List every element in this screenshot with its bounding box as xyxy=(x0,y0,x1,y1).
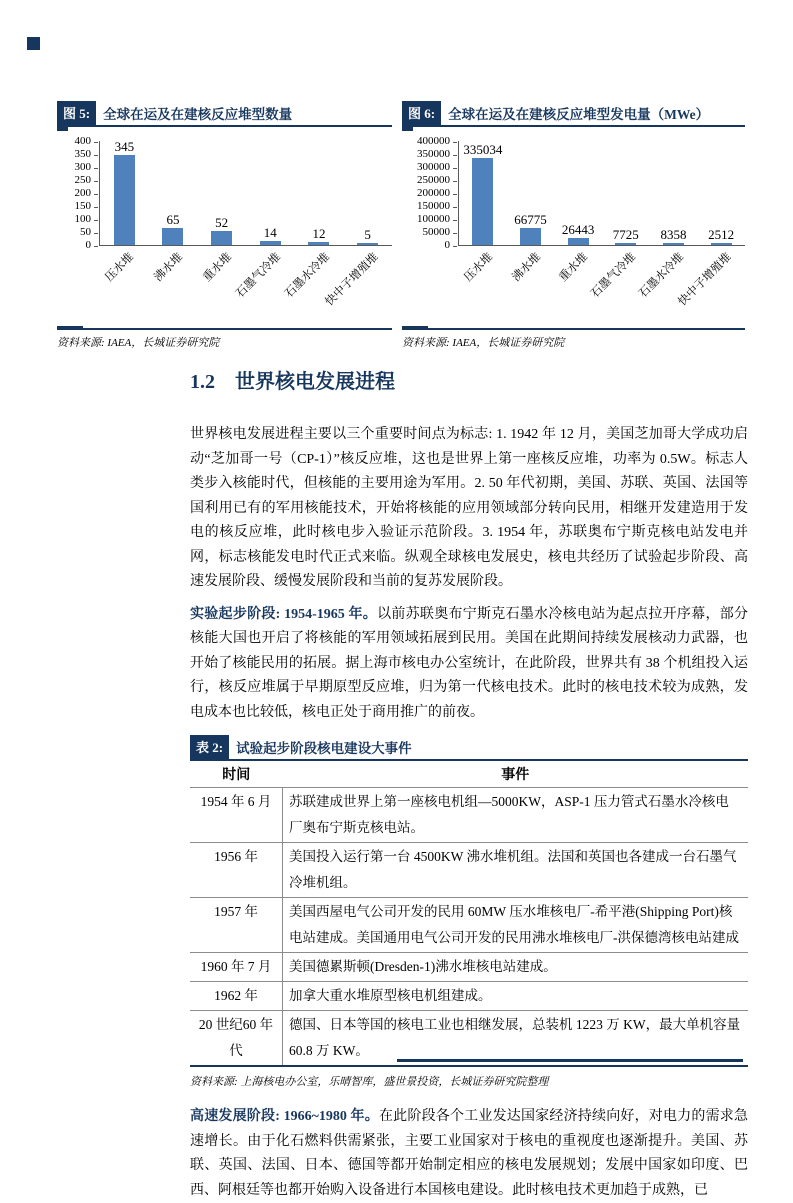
figure-5-title: 全球在运及在建核反应堆型数量 xyxy=(103,107,293,122)
section-title: 世界核电发展进程 xyxy=(235,371,395,393)
x-category-label: 重水堆 xyxy=(201,251,235,285)
bar xyxy=(162,228,183,245)
event-cell: 德国、日本等国的核电工业也相继发展，总装机 1223 万 KW，最大单机容量 60.8 万 KW。 xyxy=(289,1017,741,1058)
figure-5-header xyxy=(57,101,392,127)
y-axis-spacer xyxy=(57,246,99,326)
bar xyxy=(357,243,378,245)
bar-chart-reactor-count xyxy=(57,135,392,326)
time-cell: 1957 年 xyxy=(190,898,283,953)
y-tick-label: 200 xyxy=(74,187,91,199)
figure-6-source: 资料来源: IAEA，长城证券研究院 xyxy=(402,328,745,350)
column-header-event: 事件 xyxy=(283,761,749,788)
table-header-row xyxy=(190,761,748,788)
bar-group xyxy=(698,227,744,245)
bar-value-label: 8358 xyxy=(660,226,687,242)
table-2-source: 资料来源: 上海核电办公室，乐晴智库，盛世景投资，长城证券研究院整理 xyxy=(190,1076,549,1088)
x-category-label: 快中子增殖堆 xyxy=(676,251,735,309)
y-tick-label: 400000 xyxy=(417,135,450,147)
y-tick-label: 300 xyxy=(74,161,91,173)
bar xyxy=(663,243,684,245)
bar-value-label: 335034 xyxy=(463,141,503,157)
page-corner-mark xyxy=(27,37,40,50)
y-tick-label: 0 xyxy=(444,239,450,251)
table-row xyxy=(190,953,748,982)
paragraph-body: 在此阶段各个工业发达国家经济持续向好，对电力的需求急速增长。由于化石燃料供需紧张，主要工业国家对于核电的重视度也逐渐提升。美国、苏联、英国、法国、日本、德国等都开始制定相应的核电发展规划；发展中国家如印度、巴西、阿根廷等也都开始购入设备进行本国核电建设。此时核电技术更加趋于成熟，已 xyxy=(190,1109,749,1198)
bar-group xyxy=(651,227,697,245)
y-tick-label: 350 xyxy=(74,148,91,160)
x-axis-labels xyxy=(458,246,745,326)
table-row xyxy=(190,843,748,898)
x-category-label: 重水堆 xyxy=(557,251,591,285)
bar-value-label: 66775 xyxy=(514,211,547,227)
bar-group xyxy=(247,225,294,245)
column-header-time: 时间 xyxy=(190,761,283,788)
x-category-label: 压水堆 xyxy=(103,251,137,285)
event-cell: 美国德累斯顿(Dresden-1)沸水堆核电站建成。 xyxy=(283,953,749,982)
table-row xyxy=(190,898,748,953)
table-2-title: 试验起步阶段核电建设大事件 xyxy=(236,741,412,756)
table-row xyxy=(190,1011,748,1067)
bar-chart-reactor-capacity xyxy=(402,135,745,326)
bar xyxy=(520,228,541,245)
bar-value-label: 5 xyxy=(364,227,371,242)
y-tick-label: 150000 xyxy=(417,200,450,212)
time-cell: 1962 年 xyxy=(190,982,283,1011)
bar-value-label: 345 xyxy=(114,139,135,155)
figure-6-header xyxy=(402,101,745,127)
time-cell: 1960 年 7 月 xyxy=(190,953,283,982)
time-cell: 1956 年 xyxy=(190,843,283,898)
time-cell: 20 世纪60 年代 xyxy=(190,1011,283,1067)
y-axis xyxy=(402,135,458,251)
bar xyxy=(260,241,281,245)
bar-value-label: 65 xyxy=(166,212,180,228)
y-tick-label: 250 xyxy=(74,174,91,186)
bar xyxy=(472,158,493,245)
figure-6-title: 全球在运及在建核反应堆型发电量（MWe） xyxy=(448,107,710,122)
bar-value-label: 7725 xyxy=(612,227,639,242)
y-tick-label: 300000 xyxy=(417,161,450,173)
y-tick-label: 400 xyxy=(74,135,91,147)
y-tick-label: 0 xyxy=(85,239,91,251)
table-2-tag: 表 2: xyxy=(190,735,229,759)
paragraph-body: 以前苏联奥布宁斯克石墨水冷核电站为起点拉开序幕，部分核能大国也开启了将核能的军用领域拓展到民用。美国在此期间持续发展核动力武器，也开始了核能民用的拓展。据上海市核电办公室统计，在此阶段，世界共有 38 个机组投入运行，核反应堆属于早期原型反应堆，归为第一代核电技术。此时的核电技术较为成熟，发电成本也比较低，核电正处于商用推广的前夜。 xyxy=(190,606,749,720)
x-category-label: 石墨气冷堆 xyxy=(589,251,639,301)
paragraph-intro: 世界核电发展进程主要以三个重要时间点为标志: 1. 1942 年 12 月，美国芝加哥大学成功启动“芝加哥一号（CP-1）”核反应堆，这也是世界上第一座核反应堆，功率为 0.5W。标志人类步入核能时代，但核能的主要用途为军用。2. 50 年代初期，美国、苏联、英国、法国等国利用已有的军用核能技术，开始将核能的应用领域部分转向民用，相继开发建造用于发电的核反应堆，此时核电步入验证示范阶段。3. 1954 年，苏联奥布宁斯克核电站发电并网，标志核能发电时代正式来临。纵观全球核电发展史，核电共经历了试验起步阶段、高速发展阶段、缓慢发展阶段和当前的复苏发展阶段。 xyxy=(190,427,748,589)
table-row xyxy=(190,982,748,1011)
bar xyxy=(711,243,732,245)
y-tick-label: 350000 xyxy=(417,148,450,160)
x-category-label: 石墨气冷堆 xyxy=(233,251,283,301)
bar-value-label: 52 xyxy=(215,215,229,231)
time-cell: 1954 年 6 月 xyxy=(190,788,283,843)
bar-value-label: 26443 xyxy=(561,222,595,238)
chart-bars xyxy=(99,141,392,246)
x-axis-labels xyxy=(99,246,392,326)
y-tick-label: 50000 xyxy=(422,226,450,238)
main-text-column xyxy=(190,368,748,1203)
bar-group xyxy=(101,139,148,245)
section-number: 1.2 xyxy=(190,371,215,393)
x-category-label: 快中子增殖堆 xyxy=(323,251,381,309)
paragraph-rapid-stage xyxy=(190,1105,748,1203)
bar-value-label: 2512 xyxy=(708,227,735,242)
bar-group xyxy=(198,215,245,245)
y-tick-label: 100 xyxy=(74,213,91,225)
bar xyxy=(568,238,589,245)
footer-rule xyxy=(397,1059,743,1062)
bar xyxy=(114,155,135,245)
y-tick-label: 50 xyxy=(80,226,91,238)
figure-5-source: 资料来源: IAEA，长城证券研究院 xyxy=(57,328,392,350)
y-axis xyxy=(57,135,99,251)
figure-6 xyxy=(402,101,745,350)
paragraph-lead: 高速发展阶段: 1966~1980 年。 xyxy=(190,1109,379,1124)
y-tick-label: 150 xyxy=(74,200,91,212)
bar-value-label: 14 xyxy=(263,225,277,241)
event-cell: 美国西屋电气公司开发的民用 60MW 压水堆核电厂-希平港(Shipping Port)核电站建成。美国通用电气公司开发的民用沸水堆核电厂-洪保德湾核电站建成 xyxy=(283,898,749,953)
bar xyxy=(211,231,232,245)
table-row xyxy=(190,788,748,843)
bar-group xyxy=(344,227,391,245)
event-cell: 美国投入运行第一台 4500KW 沸水堆机组。法国和英国也各建成一台石墨气冷堆机组。 xyxy=(283,843,749,898)
bar-group xyxy=(555,222,601,245)
x-category-label: 沸水堆 xyxy=(509,251,543,285)
y-tick-label: 200000 xyxy=(417,187,450,199)
bar xyxy=(308,242,329,245)
bar-group xyxy=(603,227,649,245)
y-axis-spacer xyxy=(402,246,458,326)
figure-6-tag: 图 6: xyxy=(402,101,441,125)
x-category-label: 沸水堆 xyxy=(152,251,186,285)
bar-value-label: 12 xyxy=(312,225,326,241)
bar xyxy=(615,243,636,245)
x-category-label: 压水堆 xyxy=(462,251,495,285)
table-2-header xyxy=(190,735,748,761)
section-heading xyxy=(190,368,748,396)
bar-group xyxy=(296,226,343,245)
event-cell: 加拿大重水堆原型核电机组建成。 xyxy=(283,982,749,1011)
figure-5 xyxy=(57,101,392,350)
x-category-label: 石墨水冷堆 xyxy=(637,251,687,301)
y-tick-label: 100000 xyxy=(417,213,450,225)
figure-5-tag: 图 5: xyxy=(57,101,96,125)
chart-bars xyxy=(458,141,745,246)
paragraph-experimental-stage xyxy=(190,603,748,726)
bar-group xyxy=(460,142,506,245)
x-category-label: 石墨水冷堆 xyxy=(282,251,332,301)
event-cell: 苏联建成世界上第一座核电机组—5000KW，ASP-1 压力管式石墨水冷核电厂奥布宁斯克核电站。 xyxy=(283,788,749,843)
table-2-block xyxy=(190,735,748,1089)
events-table xyxy=(190,761,748,1067)
figures-row xyxy=(57,101,745,350)
y-tick-label: 250000 xyxy=(417,174,450,186)
bar-group xyxy=(508,212,554,245)
bar-group xyxy=(150,212,197,245)
paragraph-lead: 实验起步阶段: 1954-1965 年。 xyxy=(190,606,378,622)
